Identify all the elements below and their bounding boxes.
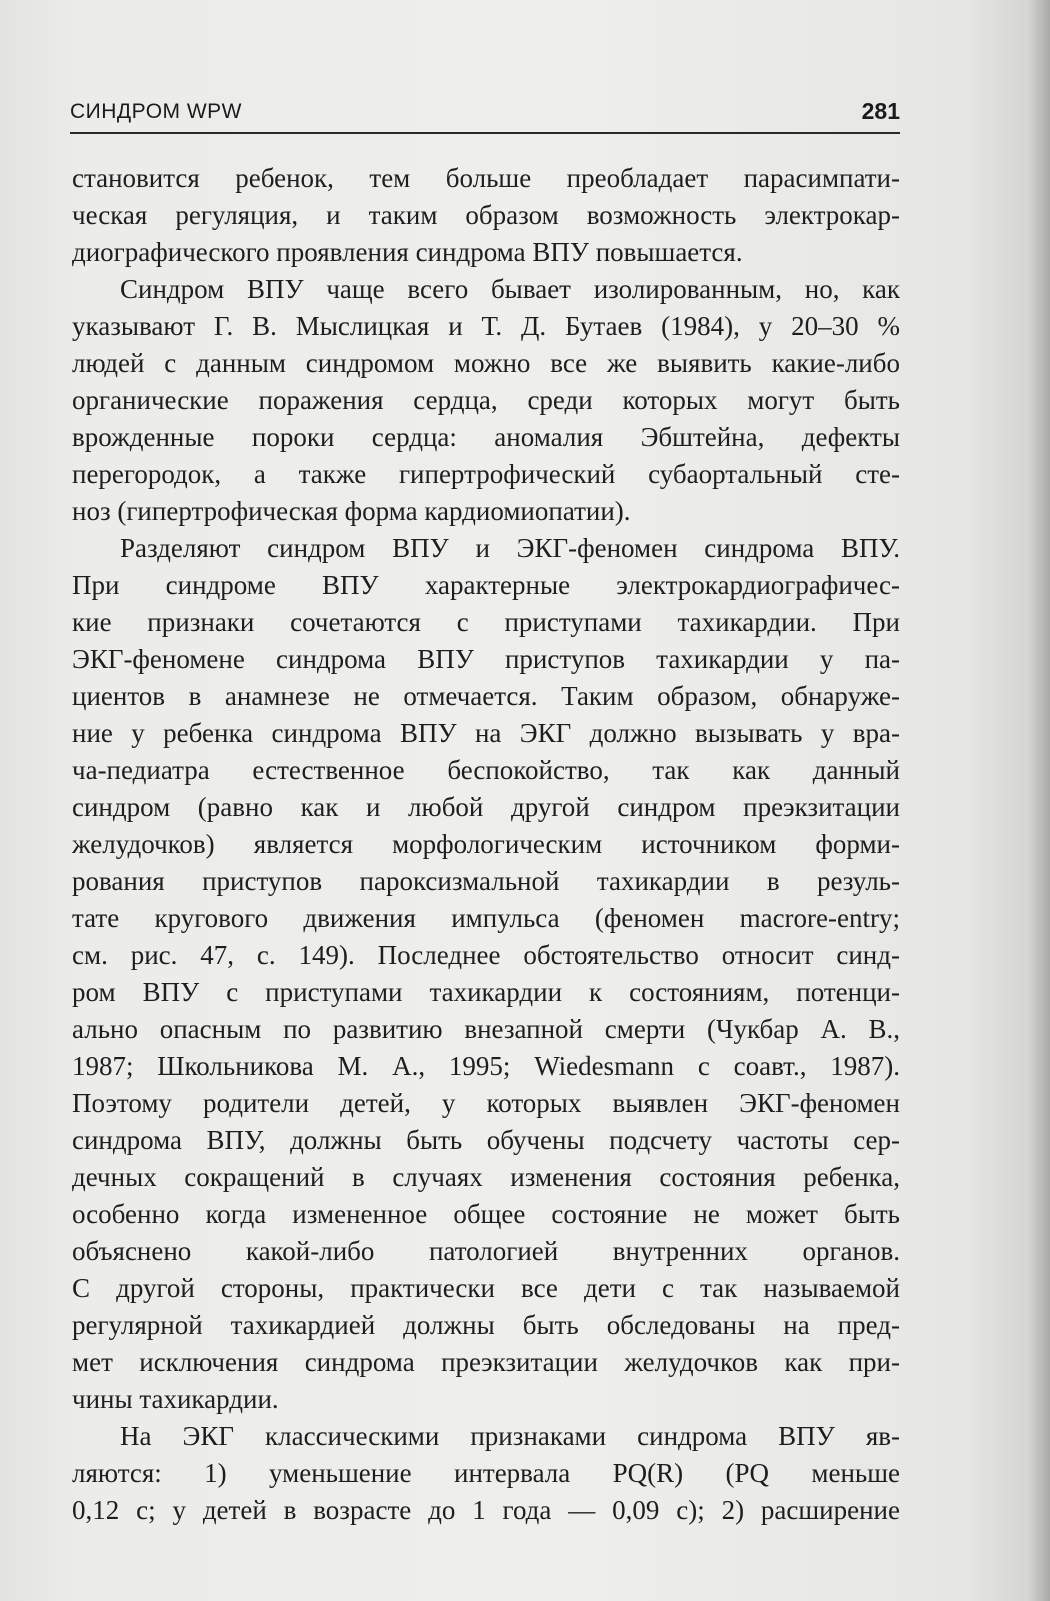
text-line: С другой стороны, практически все дети с так называемой (72, 1273, 900, 1303)
text-line: рования приступов пароксизмальной тахикардии в резуль- (72, 866, 900, 896)
text-line: см. рис. 47, с. 149). Последнее обстоятельство относит синд- (72, 940, 900, 970)
text-line: 1987; Школьникова М. А., 1995; Wiedesmann с соавт., 1987). (72, 1051, 900, 1081)
running-header (70, 98, 900, 134)
text-line: указывают Г. В. Мыслицкая и Т. Д. Бутаев (1984), у 20–30 % (72, 311, 900, 341)
running-title: СИНДРОМ WPW (70, 100, 243, 123)
text-line: циентов в анамнезе не отмечается. Таким образом, обнаруже- (72, 681, 900, 711)
text-line: перегородок, а также гипертрофический субаортальный сте- (72, 459, 900, 489)
text-line: ально опасным по развитию внезапной смерти (Чукбар А. В., (72, 1014, 900, 1044)
page-number: 281 (861, 98, 900, 124)
text-line: органические поражения сердца, среди которых могут быть (72, 385, 900, 415)
paragraph (72, 160, 900, 271)
text-line: объяснено какой-либо патологией внутренних органов. (72, 1236, 900, 1266)
text-line: особенно когда измененное общее состояние не может быть (72, 1199, 900, 1229)
text-line: ча-педиатра естественное беспокойство, так как данный (72, 755, 900, 785)
text-line: людей с данным синдромом можно все же выявить какие-либо (72, 348, 900, 378)
text-line: Поэтому родители детей, у которых выявлен ЭКГ-феномен (72, 1088, 900, 1118)
paragraph (72, 530, 900, 1418)
text-line: мет исключения синдрома преэкзитации желудочков как при- (72, 1347, 900, 1377)
text-line: ноз (гипертрофическая форма кардиомиопатии). (72, 496, 631, 526)
text-line: кие признаки сочетаются с приступами тахикардии. При (72, 607, 900, 637)
text-line: Разделяют синдром ВПУ и ЭКГ-феномен синдрома ВПУ. (120, 533, 900, 563)
text-line: ляются: 1) уменьшение интервала PQ(R) (PQ меньше (72, 1458, 900, 1488)
text-line: желудочков) является морфологическим источником форми- (72, 829, 900, 859)
text-line: ЭКГ-феномене синдрома ВПУ приступов тахикардии у па- (72, 644, 900, 674)
paragraph (72, 1418, 900, 1529)
spine-shadow (1028, 0, 1050, 1601)
text-line: регулярной тахикардией должны быть обследованы на пред- (72, 1310, 900, 1340)
text-line: тате кругового движения импульса (феномен macrore-entry; (72, 903, 900, 933)
text-line: синдрома ВПУ, должны быть обучены подсчету частоты сер- (72, 1125, 900, 1155)
text-line: Синдром ВПУ чаще всего бывает изолированным, но, как (120, 274, 900, 304)
text-line: На ЭКГ классическими признаками синдрома ВПУ яв- (120, 1421, 900, 1451)
text-line: 0,12 с; у детей в возрасте до 1 года — 0,09 с); 2) расширение (72, 1495, 900, 1525)
text-line: При синдроме ВПУ характерные электрокардиографичес- (72, 570, 900, 600)
text-line: диографического проявления синдрома ВПУ повышается. (72, 237, 743, 267)
text-line: чины тахикардии. (72, 1384, 279, 1414)
text-line: ние у ребенка синдрома ВПУ на ЭКГ должно вызывать у вра- (72, 718, 900, 748)
text-line: синдром (равно как и любой другой синдром преэкзитации (72, 792, 900, 822)
text-line: становится ребенок, тем больше преобладает парасимпати- (72, 163, 900, 193)
paragraph (72, 271, 900, 530)
text-line: ческая регуляция, и таким образом возможность электрокар- (72, 200, 900, 230)
text-line: врожденные пороки сердца: аномалия Эбштейна, дефекты (72, 422, 900, 452)
text-line: дечных сокращений в случаях изменения состояния ребенка, (72, 1162, 900, 1192)
text-line: ром ВПУ с приступами тахикардии к состояниям, потенци- (72, 977, 900, 1007)
body-text (72, 160, 900, 1529)
